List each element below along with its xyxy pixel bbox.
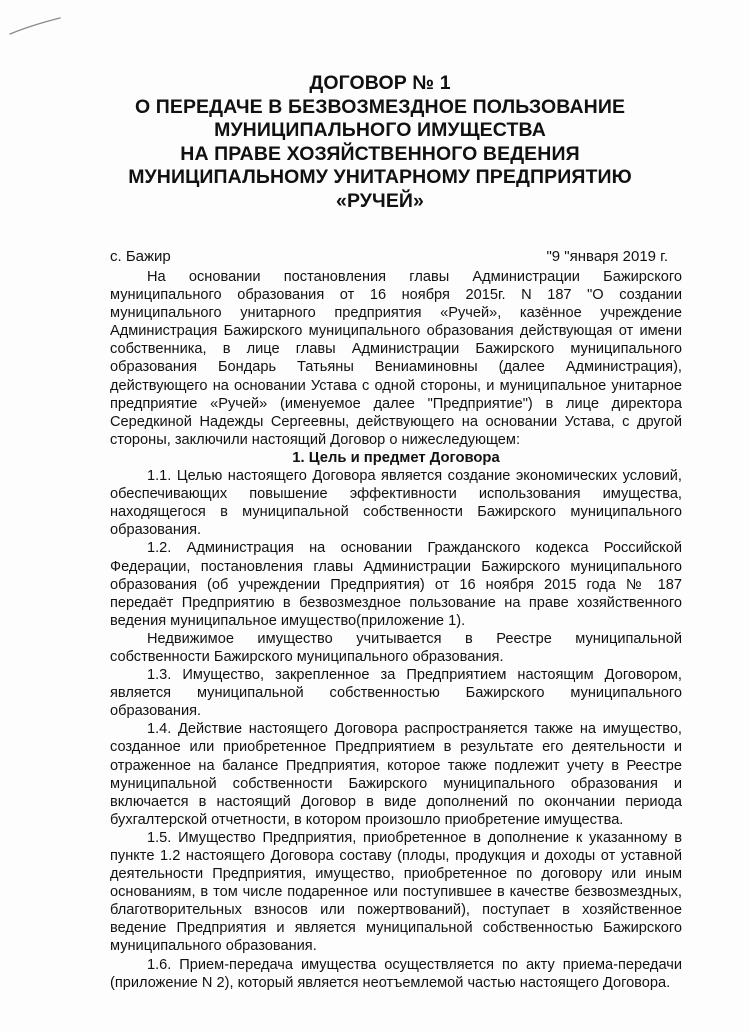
clause-1-3: 1.3. Имущество, закрепленное за Предприятием настоящим Договором, является муниципальной собственностью Бажирского муниципального образования. bbox=[110, 667, 682, 720]
pencil-mark-icon bbox=[8, 14, 68, 44]
contract-date: "9 "января 2019 г. bbox=[546, 248, 668, 265]
title-line: МУНИЦИПАЛЬНОГО ИМУЩЕСТВА bbox=[214, 119, 546, 142]
place-date-row bbox=[110, 248, 668, 270]
clause-1-5: 1.5. Имущество Предприятия, приобретенное в дополнение к указанному в пункте 1.2 настоящего Договора составу (плоды, продукция и доходы от уставной деятельности Предприятия, имущество, приобретенное по договору или иным основаниям, в том числе подаренное или поступившее в качестве безвозмездных, благотворительных взносов или пожертвований), поступает в хозяйственное ведение Предприятия и является муниципальной собственностью Бажирского муниципального образования. bbox=[110, 829, 682, 955]
title-line: О ПЕРЕДАЧЕ В БЕЗВОЗМЕЗДНОЕ ПОЛЬЗОВАНИЕ bbox=[134, 95, 626, 118]
contract-title bbox=[80, 72, 680, 214]
clause-1-1: 1.1. Целью настоящего Договора является создание экономических условий, обеспечивающих повышение эффективности использования имущества, находящегося в муниципальной собственности Бажирского муниципального образования. bbox=[110, 468, 682, 539]
clause-1-2-note: Недвижимое имущество учитывается в Реестре муниципальной собственности Бажирского муниципального образования. bbox=[110, 630, 682, 665]
contract-place: с. Бажир bbox=[110, 248, 171, 265]
clause-1-6: 1.6. Прием-передача имущества осуществляется по акту приема-передачи (приложение N 2), который является неотъемлемой частью настоящего Договора. bbox=[110, 956, 682, 991]
title-line: НА ПРАВЕ ХОЗЯЙСТВЕННОГО ВЕДЕНИЯ bbox=[180, 142, 580, 165]
preamble-paragraph: На основании постановления главы Администрации Бажирского муниципального образования от 16 ноября 2015г. N 187 "О создании муниципального унитарного предприятия «Ручей», казённое учреждение Администрация Бажирского муниципального образования действующая от имени собственника, в лице главы Администрации Бажирского муниципального образования Бондарь Татьяны Вениаминовны (далее Администрация), действующего на основании Устава с одной стороны, и муниципальное унитарное предприятие «Ручей» (именуемое далее "Предприятие") в лице директора Середкиной Надежды Сергеевны, действующего на основании Устава, с другой стороны, заключили настоящий Договор о нижеследующем: bbox=[110, 269, 682, 448]
clause-1-4: 1.4. Действие настоящего Договора распространяется также на имущество, созданное или приобретенное Предприятием в результате его деятельности и отраженное на балансе Предприятия, которое также подлежит учету в Реестре муниципальной собственности Бажирского муниципального образования и включается в настоящий Договор в виде дополнений по окончании периода бухгалтерской отчетности, в котором произошло приобретение имущества. bbox=[110, 721, 682, 828]
contract-body bbox=[110, 268, 682, 992]
title-line: «РУЧЕЙ» bbox=[336, 189, 424, 212]
title-line: ДОГОВОР № 1 bbox=[309, 72, 451, 94]
section-heading: 1. Цель и предмет Договора bbox=[292, 449, 500, 466]
clause-1-2: 1.2. Администрация на основании Гражданского кодекса Российской Федерации, постановления главы Администрации Бажирского муниципального образования (об учреждении Предприятия) от 16 ноября 2015 года № 187 передаёт Предприятию в безвозмездное пользование на праве хозяйственного ведения муниципальное имущество(приложение 1). bbox=[110, 540, 682, 629]
title-line: МУНИЦИПАЛЬНОМУ УНИТАРНОМУ ПРЕДПРИЯТИЮ bbox=[128, 166, 632, 189]
